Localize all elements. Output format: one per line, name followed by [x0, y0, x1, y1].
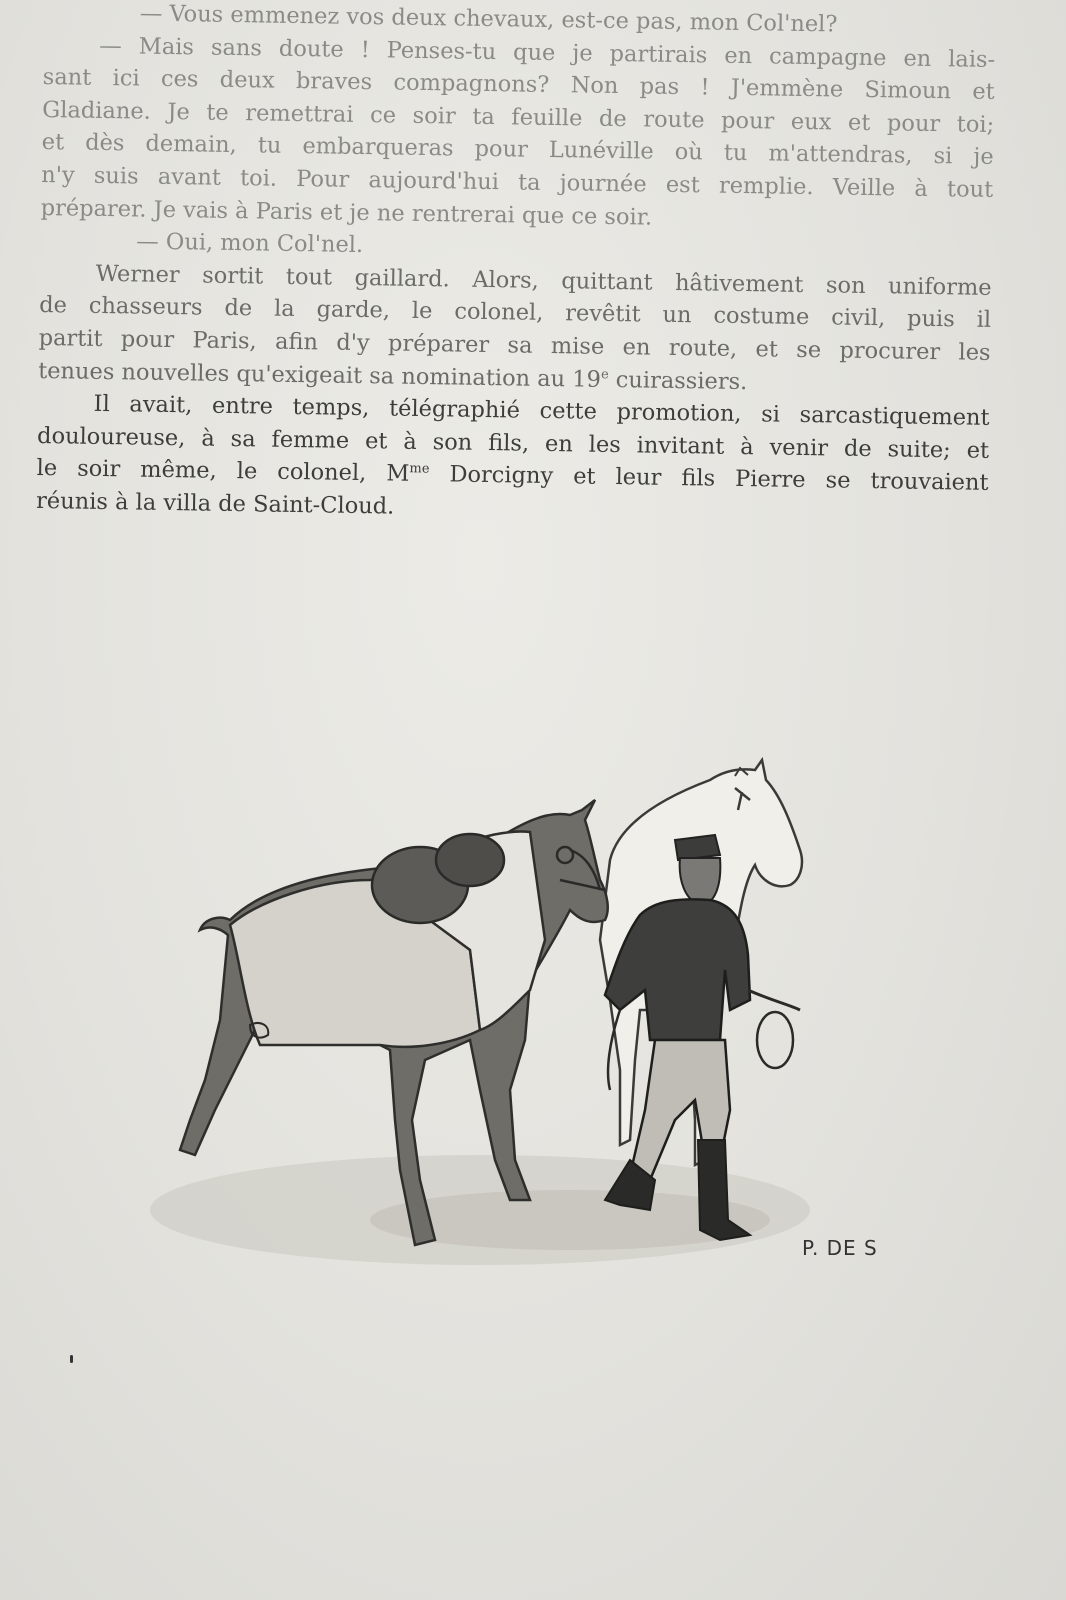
text-line: le soir même, le colonel, $M^{me}$ Dorcigny et leur fils Pierre se trouvaient [36, 455, 989, 497]
text-line: et dès demain, tu embarqueras pour Lunéville où tu m'attendras, si je [41, 129, 994, 171]
text-line: n'y suis avant toi. Pour aujourd'hui ta journée est remplie. Veille à tout [41, 161, 994, 203]
text-line: de chasseurs de la garde, le colonel, revêtit un costume civil, puis il [38, 292, 992, 334]
body-text [36, 0, 996, 532]
text-line: douloureuse, à sa femme et à son fils, en les invitant à venir de suite; et [36, 422, 990, 464]
horses-and-soldier-illustration [150, 740, 890, 1300]
text-line: partit pour Paris, afin d'y préparer sa mise en route, et se procurer les [38, 324, 991, 366]
text-line: Il avait, entre temps, télégraphié cette promotion, si sarcastiquement [93, 390, 990, 432]
text-line: sant ici ces deux braves compagnons? Non pas ! J'emmène Simoun et [42, 64, 995, 106]
text-line: tenues nouvelles qu'exigeait sa nomination au 19e cuirassiers. [37, 357, 748, 395]
text-line: Gladiane. Je te remettrai ce soir ta feuille de route pour eux et pour toi; [42, 96, 995, 138]
text-line: — Oui, mon Col'nel. [136, 228, 364, 259]
text-line: réunis à la villa de Saint-Cloud. [35, 487, 395, 520]
text-line: préparer. Je vais à Paris et je ne rentrerai que ce soir. [40, 194, 653, 231]
text-line: — Mais sans doute ! Penses-tu que je partirais en campagne en lais- [99, 32, 996, 73]
text-line: — Vous emmenez vos deux chevaux, est-ce pas, mon Col'nel? [139, 0, 838, 38]
illustrator-signature: P. DE S [802, 1236, 878, 1260]
ink-speck [70, 1355, 73, 1363]
text-line: Werner sortit tout gaillard. Alors, quittant hâtivement son uniforme [95, 260, 992, 301]
